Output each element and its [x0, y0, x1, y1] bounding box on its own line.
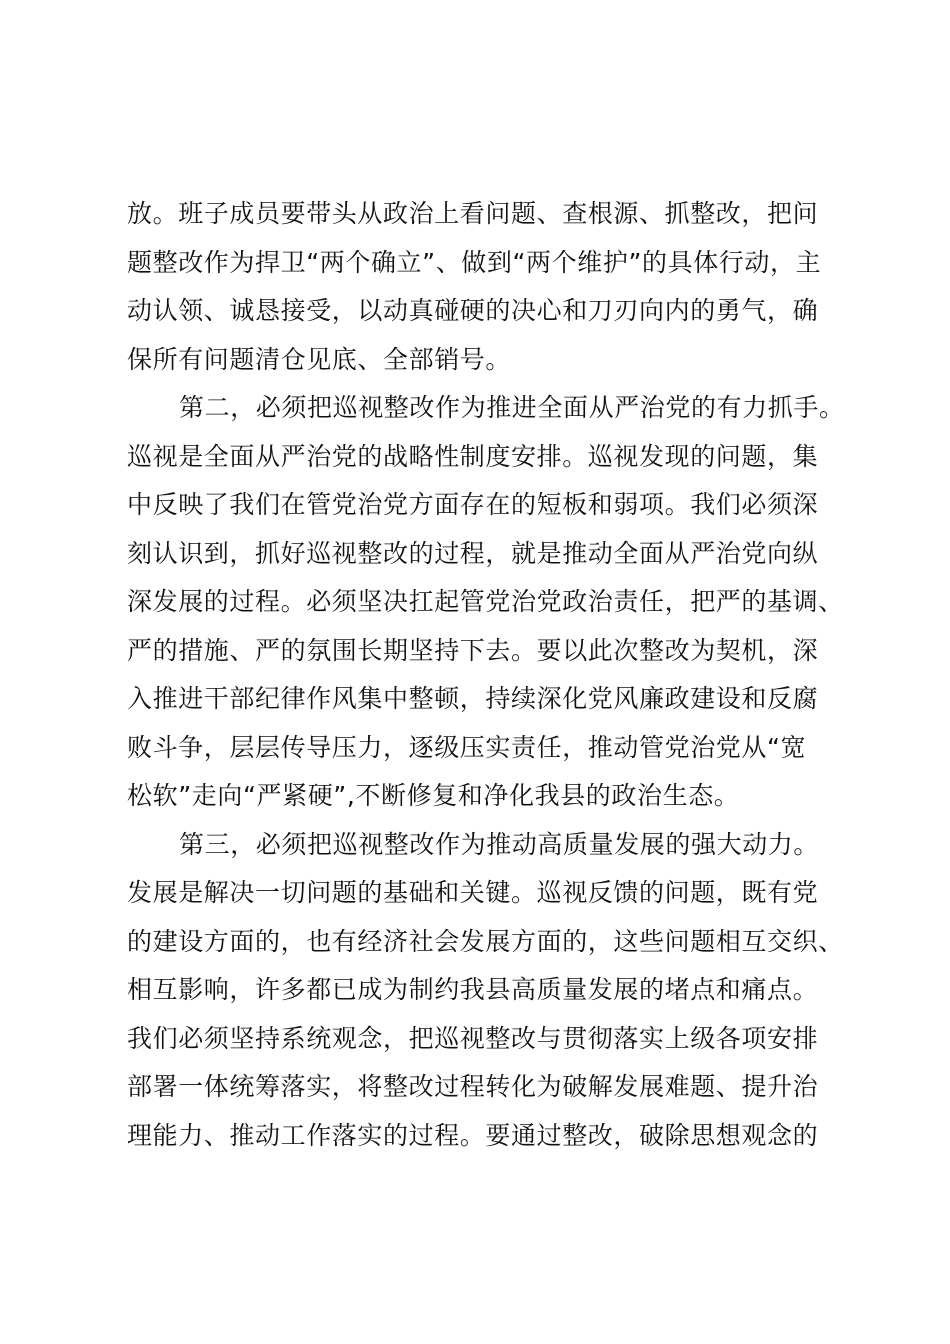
text-line: 发展是解决一切问题的基础和关键。巡视反馈的问题，既有党	[127, 878, 819, 907]
text-line: 严的措施、严的氛围长期坚持下去。要以此次整改为契机，深	[127, 635, 819, 665]
text-line: 入推进干部纪律作风集中整顿，持续深化党风廉政建设和反腐	[127, 684, 819, 713]
text-line: 保所有问题清仓见底、全部销号。	[127, 344, 512, 374]
text-line: 刻认识到，抓好巡视整改的过程，就是推动全面从严治党向纵	[127, 538, 819, 568]
text-line: 深发展的过程。必须坚决扛起管党治党政治责任，把严的基调、	[127, 587, 844, 616]
paragraph-heading-line: 第三，必须把巡视整改作为推动高质量发展的强大动力。	[179, 829, 820, 859]
paragraph-heading-line: 第二，必须把巡视整改作为推进全面从严治党的有力抓手。	[179, 393, 845, 422]
text-line: 放。班子成员要带头从政治上看问题、查根源、抓整改，把问	[127, 199, 819, 228]
text-line: 题整改作为捍卫“两个确立”、做到“两个维护”的具体行动，主	[127, 247, 822, 277]
text-line: 理能力、推动工作落实的过程。要通过整改，破除思想观念的	[127, 1120, 819, 1150]
text-line: 败斗争，层层传导压力，逐级压实责任，推动管党治党从“宽	[127, 732, 807, 762]
text-line: 部署一体统筹落实，将整改过程转化为破解发展难题、提升治	[127, 1072, 819, 1101]
text-line: 的建设方面的，也有经济社会发展方面的，这些问题相互交织、	[127, 926, 844, 956]
text-line: 松软”走向“严紧硬”,不断修复和净化我县的政治生态。	[127, 781, 740, 810]
text-line: 我们必须坚持系统观念，把巡视整改与贯彻落实上级各项安排	[127, 1023, 819, 1053]
text-line: 相互影响，许多都已成为制约我县高质量发展的堵点和痛点。	[127, 975, 819, 1004]
text-line: 巡视是全面从严治党的战略性制度安排。巡视发现的问题，集	[127, 441, 819, 471]
text-line: 中反映了我们在管党治党方面存在的短板和弱项。我们必须深	[127, 490, 819, 519]
body-text	[127, 190, 847, 1160]
text-line: 动认领、诚恳接受，以动真碰硬的决心和刀刃向内的勇气，确	[127, 296, 819, 325]
